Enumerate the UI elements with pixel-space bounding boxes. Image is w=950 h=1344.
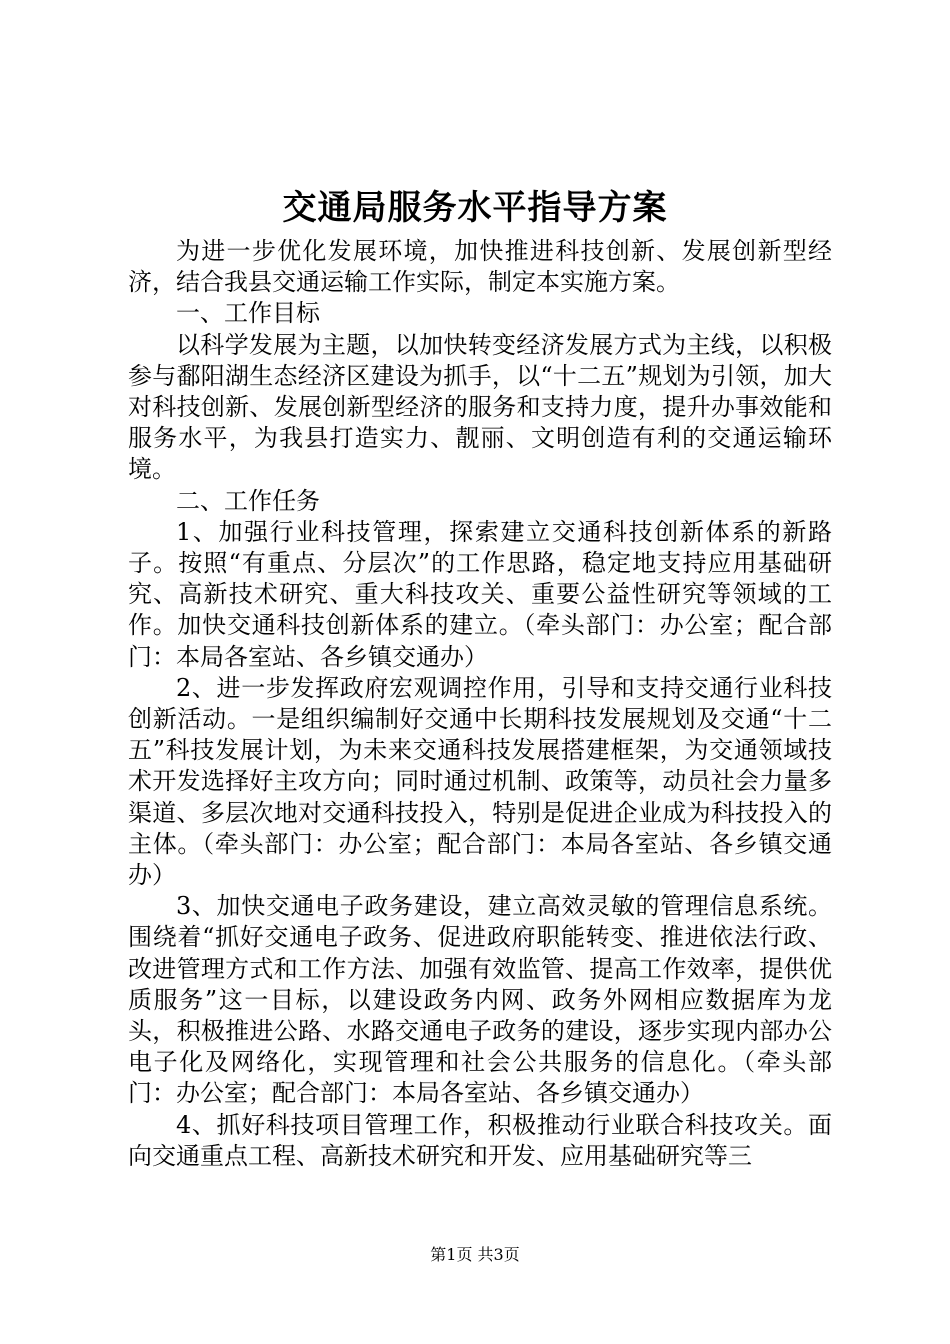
intro-paragraph: 为进一步优化发展环境，加快推进科技创新、发展创新型经济，结合我县交通运输工作实际，制定本实施方案。 [128,237,832,297]
task-paragraph-2: 2、进一步发挥政府宏观调控作用，引导和支持交通行业科技创新活动。一是组织编制好交通中长期科技发展规划及交通“十二五”科技发展计划，为未来交通科技发展搭建框架，为交通领域技术开发选择好主攻方向；同时通过机制、政策等，动员社会力量多渠道、多层次地对交通科技投入，特别是促进企业成为科技投入的主体。（牵头部门：办公室；配合部门：本局各室站、各乡镇交通办） [128,673,832,890]
document-body [128,236,832,1172]
task-paragraph-1: 1、加强行业科技管理，探索建立交通科技创新体系的新路子。按照“有重点、分层次”的工作思路，稳定地支持应用基础研究、高新技术研究、重大科技攻关、重要公益性研究等领域的工作。加快交通科技创新体系的建立。（牵头部门：办公室；配合部门：本局各室站、各乡镇交通办） [128,517,832,671]
goals-paragraph: 以科学发展为主题，以加快转变经济发展方式为主线，以积极参与鄱阳湖生态经济区建设为抓手，以“十二五”规划为引领，加大对科技创新、发展创新型经济的服务和支持力度，提升办事效能和服务水平，为我县打造实力、靓丽、文明创造有利的交通运输环境。 [128,330,832,484]
document-title: 交通局服务水平指导方案 [282,188,668,228]
task-paragraph-4: 4、抓好科技项目管理工作，积极推动行业联合科技攻关。面向交通重点工程、高新技术研究和开发、应用基础研究等三 [128,1110,832,1170]
task-paragraph-3: 3、加快交通电子政务建设，建立高效灵敏的管理信息系统。围绕着“抓好交通电子政务、促进政府职能转变、推进依法行政、改进管理方式和工作方法、加强有效监管、提高工作效率，提供优质服务”这一目标，以建设政务内网、政务外网相应数据库为龙头，积极推进公路、水路交通电子政务的建设，逐步实现内部办公电子化及网络化，实现管理和社会公共服务的信息化。（牵头部门：办公室；配合部门：本局各室站、各乡镇交通办） [128,892,832,1108]
section-heading-goals: 一、工作目标 [176,299,320,328]
page-number-footer: 第1页 共3页 [430,1245,520,1264]
section-heading-tasks: 二、工作任务 [176,486,320,515]
